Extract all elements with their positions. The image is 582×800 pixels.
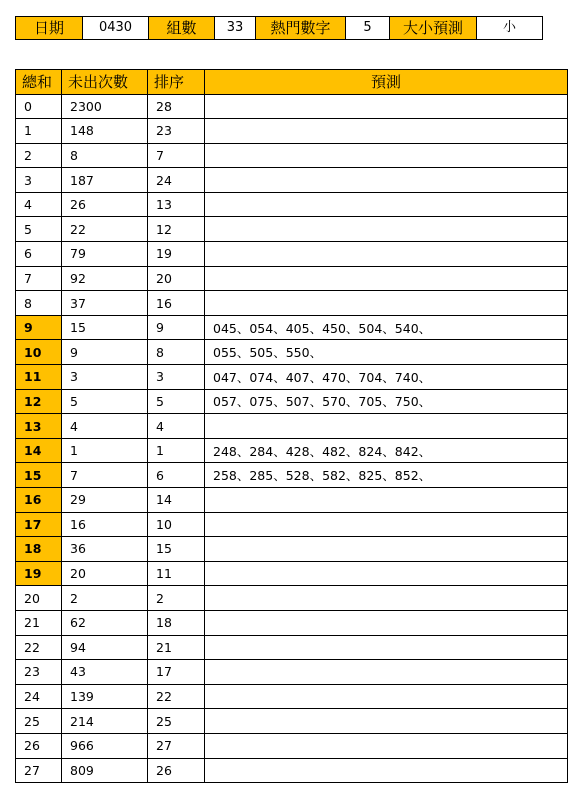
table-row [16,217,568,242]
prediction-cell [205,733,568,758]
rank-cell: 7 [148,143,205,168]
prediction-cell [205,586,568,611]
prediction-cell [205,758,568,783]
date-label: 日期 [16,17,83,40]
summary-header-row [16,17,543,40]
prediction-cell: 055、505、550、 [205,340,568,365]
sum-cell: 24 [16,684,62,709]
rank-cell: 28 [148,94,205,119]
prediction-cell [205,709,568,734]
rank-cell: 24 [148,168,205,193]
rank-cell: 13 [148,192,205,217]
prediction-cell [205,266,568,291]
group-count-value: 33 [215,17,256,40]
missed-count-cell: 1 [62,438,148,463]
rank-cell: 18 [148,610,205,635]
column-header-missed-count: 未出次數 [62,70,148,95]
rank-cell: 11 [148,561,205,586]
missed-count-cell: 966 [62,733,148,758]
rank-cell: 20 [148,266,205,291]
rank-cell: 15 [148,537,205,562]
missed-count-cell: 94 [62,635,148,660]
missed-count-cell: 26 [62,192,148,217]
table-row [16,340,568,365]
column-header-rank: 排序 [148,70,205,95]
rank-cell: 14 [148,488,205,513]
missed-count-cell: 20 [62,561,148,586]
missed-count-cell: 36 [62,537,148,562]
table-row [16,143,568,168]
sum-cell: 20 [16,586,62,611]
prediction-cell [205,414,568,439]
sum-statistics-table [15,69,568,783]
prediction-cell: 057、075、507、570、705、750、 [205,389,568,414]
table-row [16,291,568,316]
sum-cell: 1 [16,119,62,144]
sum-cell: 0 [16,94,62,119]
missed-count-cell: 16 [62,512,148,537]
column-header-sum: 總和 [16,70,62,95]
table-row [16,463,568,488]
missed-count-cell: 809 [62,758,148,783]
sum-cell: 14 [16,438,62,463]
missed-count-cell: 139 [62,684,148,709]
prediction-cell [205,192,568,217]
sum-cell: 4 [16,192,62,217]
rank-cell: 1 [148,438,205,463]
prediction-cell [205,242,568,267]
rank-cell: 27 [148,733,205,758]
missed-count-cell: 3 [62,365,148,390]
missed-count-cell: 62 [62,610,148,635]
summary-header-table [15,16,543,40]
sum-cell: 5 [16,217,62,242]
size-prediction-value: 小 [477,17,543,40]
missed-count-cell: 9 [62,340,148,365]
prediction-cell [205,610,568,635]
table-row [16,537,568,562]
prediction-cell [205,684,568,709]
sum-cell: 11 [16,365,62,390]
table-row [16,512,568,537]
missed-count-cell: 92 [62,266,148,291]
sum-cell: 27 [16,758,62,783]
group-count-label: 組數 [149,17,215,40]
sum-cell: 21 [16,610,62,635]
prediction-cell [205,119,568,144]
table-row [16,94,568,119]
table-row [16,635,568,660]
date-value: 0430 [83,17,149,40]
prediction-cell [205,635,568,660]
prediction-cell [205,660,568,685]
table-row [16,709,568,734]
rank-cell: 12 [148,217,205,242]
table-row [16,266,568,291]
missed-count-cell: 2300 [62,94,148,119]
prediction-cell [205,488,568,513]
sum-cell: 8 [16,291,62,316]
sum-cell: 9 [16,315,62,340]
column-header-prediction: 預測 [205,70,568,95]
missed-count-cell: 187 [62,168,148,193]
sum-cell: 16 [16,488,62,513]
missed-count-cell: 8 [62,143,148,168]
rank-cell: 2 [148,586,205,611]
rank-cell: 4 [148,414,205,439]
rank-cell: 25 [148,709,205,734]
table-row [16,168,568,193]
table-row [16,610,568,635]
table-row [16,488,568,513]
prediction-cell: 248、284、428、482、824、842、 [205,438,568,463]
sum-cell: 17 [16,512,62,537]
rank-cell: 21 [148,635,205,660]
missed-count-cell: 5 [62,389,148,414]
table-row [16,733,568,758]
rank-cell: 16 [148,291,205,316]
prediction-cell: 258、285、528、582、825、852、 [205,463,568,488]
hot-number-value: 5 [346,17,390,40]
sum-cell: 2 [16,143,62,168]
table-row [16,438,568,463]
rank-cell: 23 [148,119,205,144]
sum-cell: 25 [16,709,62,734]
prediction-cell [205,217,568,242]
missed-count-cell: 7 [62,463,148,488]
sum-cell: 10 [16,340,62,365]
prediction-cell [205,168,568,193]
prediction-cell [205,561,568,586]
prediction-cell [205,94,568,119]
sum-cell: 26 [16,733,62,758]
table-row [16,561,568,586]
size-prediction-label: 大小預測 [390,17,477,40]
table-row [16,119,568,144]
rank-cell: 6 [148,463,205,488]
missed-count-cell: 43 [62,660,148,685]
rank-cell: 5 [148,389,205,414]
table-row [16,365,568,390]
rank-cell: 22 [148,684,205,709]
prediction-cell [205,143,568,168]
rank-cell: 3 [148,365,205,390]
prediction-cell [205,537,568,562]
sum-cell: 7 [16,266,62,291]
table-row [16,414,568,439]
missed-count-cell: 79 [62,242,148,267]
sum-cell: 15 [16,463,62,488]
sum-cell: 18 [16,537,62,562]
prediction-cell: 045、054、405、450、504、540、 [205,315,568,340]
rank-cell: 8 [148,340,205,365]
table-row [16,758,568,783]
missed-count-cell: 2 [62,586,148,611]
table-row [16,192,568,217]
rank-cell: 17 [148,660,205,685]
table-row [16,684,568,709]
table-row [16,586,568,611]
sum-cell: 3 [16,168,62,193]
table-row [16,242,568,267]
sum-cell: 13 [16,414,62,439]
sum-cell: 6 [16,242,62,267]
missed-count-cell: 29 [62,488,148,513]
missed-count-cell: 4 [62,414,148,439]
missed-count-cell: 22 [62,217,148,242]
table-row [16,389,568,414]
rank-cell: 9 [148,315,205,340]
rank-cell: 26 [148,758,205,783]
sum-cell: 22 [16,635,62,660]
rank-cell: 10 [148,512,205,537]
missed-count-cell: 15 [62,315,148,340]
sum-cell: 23 [16,660,62,685]
rank-cell: 19 [148,242,205,267]
missed-count-cell: 37 [62,291,148,316]
prediction-cell: 047、074、407、470、704、740、 [205,365,568,390]
missed-count-cell: 214 [62,709,148,734]
table-row [16,660,568,685]
sum-cell: 12 [16,389,62,414]
hot-number-label: 熱門數字 [256,17,346,40]
prediction-cell [205,291,568,316]
table-header-row [16,70,568,95]
prediction-cell [205,512,568,537]
sum-cell: 19 [16,561,62,586]
missed-count-cell: 148 [62,119,148,144]
table-row [16,315,568,340]
